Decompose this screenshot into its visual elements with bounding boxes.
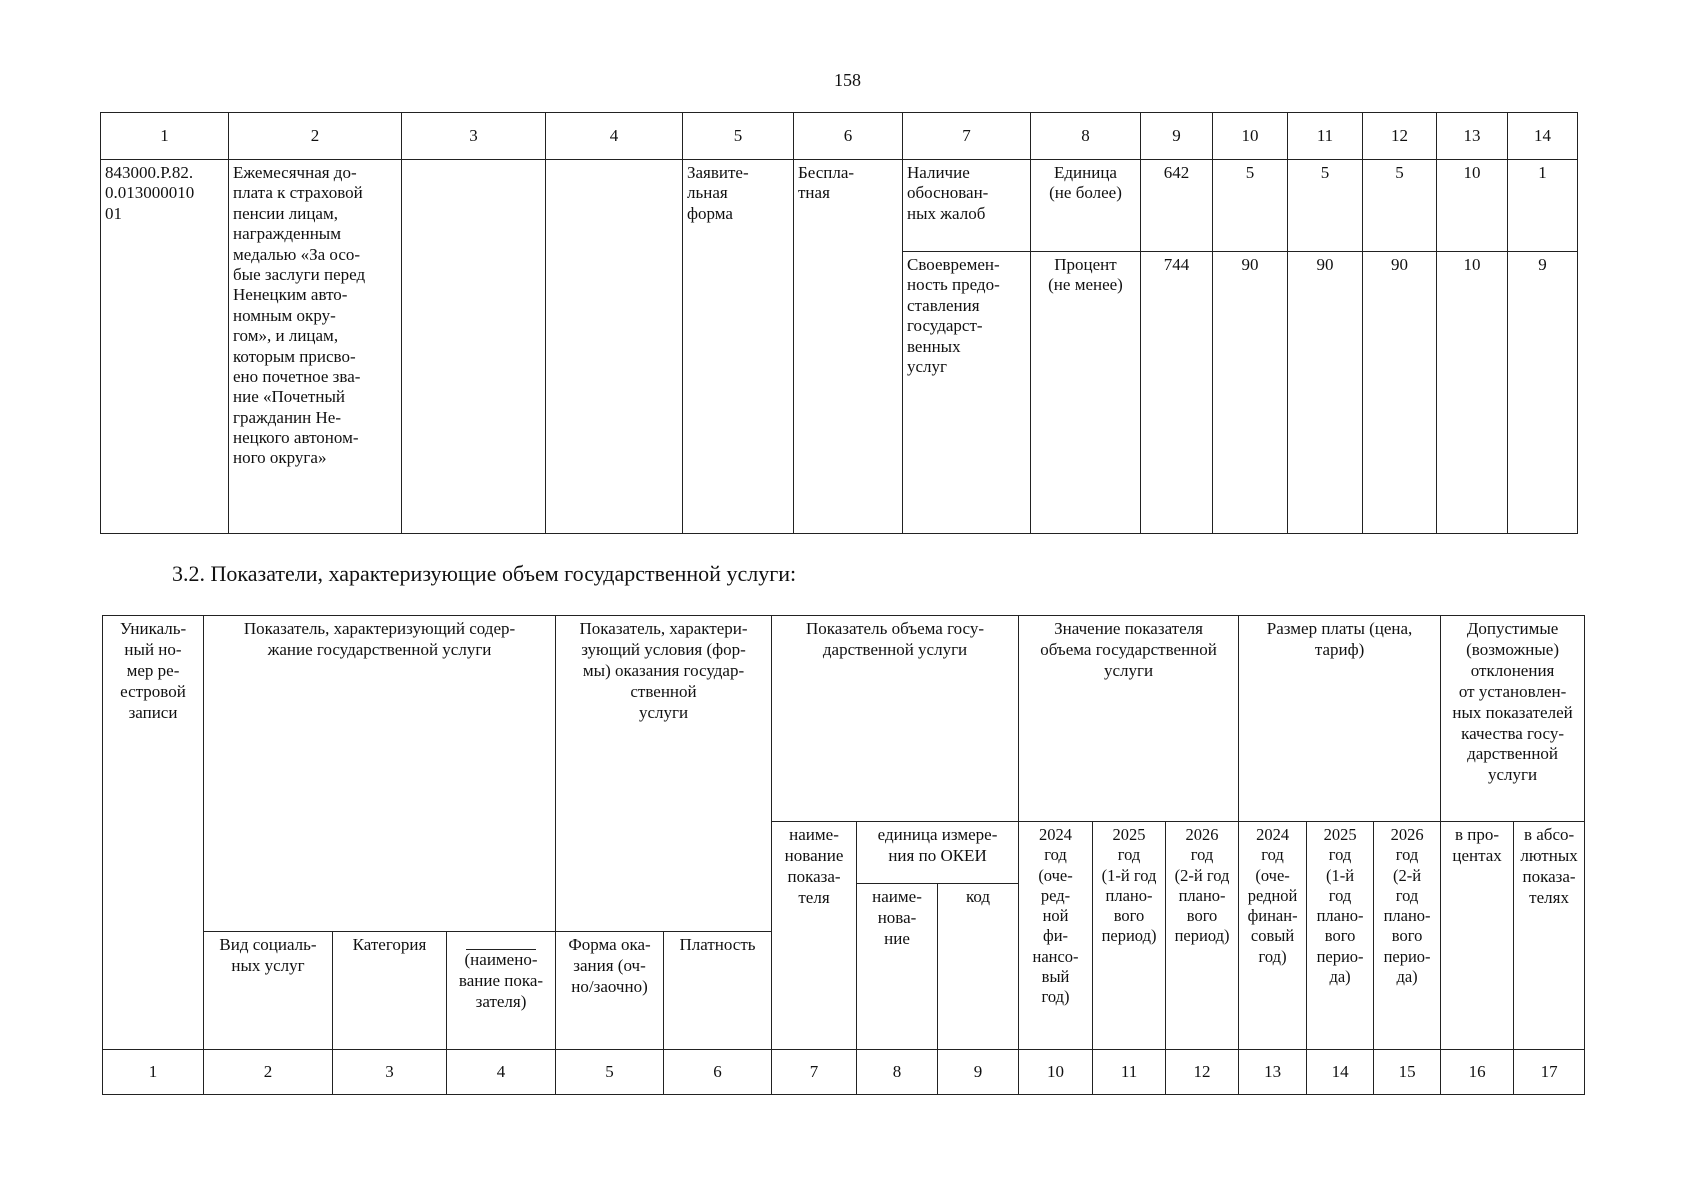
deviation-absolute-cell: 9 <box>1508 252 1578 534</box>
column-number: 3 <box>402 113 546 160</box>
column-number: 3 <box>333 1050 447 1095</box>
deviation-percent-cell: 10 <box>1437 252 1508 534</box>
value-indicator-header: Значение показателя объема государственной услуги <box>1019 616 1239 822</box>
column-number: 14 <box>1508 113 1578 160</box>
okei-code-header: код <box>938 884 1019 1050</box>
indicator-name-placeholder: (наимено- вание пока- зателя) <box>458 950 544 1011</box>
value-2025-cell: 90 <box>1288 252 1363 534</box>
fee-header: Размер платы (цена, тариф) <box>1239 616 1441 822</box>
service-form-cell: Заявите- льная форма <box>683 160 794 534</box>
column-number: 5 <box>556 1050 664 1095</box>
service-content-cell: Ежемесячная до- плата к страховой пенсии лицам, награжденным медалью «За осо- бые заслуги перед Ненецким авто- номным окру- гом», и лицам, которым присво- ено почетное зва- ние «Почетный гражданин Не- нецкого автоном- ного округа» <box>229 160 402 534</box>
okei-name-header: наиме- нова- ние <box>857 884 938 1050</box>
unit-cell: Процент (не менее) <box>1031 252 1141 534</box>
column-number: 7 <box>772 1050 857 1095</box>
payment-cell: Беспла- тная <box>794 160 903 534</box>
column-number: 4 <box>546 113 683 160</box>
column-number: 5 <box>683 113 794 160</box>
column-number: 8 <box>857 1050 938 1095</box>
value-2026-cell: 5 <box>1363 160 1437 252</box>
deviation-percent-header: в про- центах <box>1441 822 1514 1050</box>
fee-2024-header: 2024 год (оче- редной финан- совый год) <box>1239 822 1307 1050</box>
value-2025-header: 2025 год (1-й год плано- вого период) <box>1093 822 1166 1050</box>
conditions-indicator-header: Показатель, характери- зующий условия (фор- мы) оказания государ- ственной услуги <box>556 616 772 932</box>
value-2024-header: 2024 год (оче- ред- ной фи- нансо- вый год) <box>1019 822 1093 1050</box>
volume-indicator-header: Показатель объема госу- дарственной услуги <box>772 616 1019 822</box>
volume-indicators-table <box>102 615 1585 1095</box>
page-number: 158 <box>834 70 861 90</box>
column-number: 17 <box>1514 1050 1585 1095</box>
column-number: 10 <box>1213 113 1288 160</box>
column-number: 11 <box>1093 1050 1166 1095</box>
deviation-percent-cell: 10 <box>1437 160 1508 252</box>
content-indicator-header: Показатель, характеризующий содер- жание государственной услуги <box>204 616 556 932</box>
quality-indicators-table <box>100 112 1578 534</box>
indicator-name-blank-header <box>447 932 556 1050</box>
column-number-row <box>103 1050 1585 1095</box>
column-3-cell <box>402 160 546 534</box>
value-2024-cell: 5 <box>1213 160 1288 252</box>
column-number: 6 <box>664 1050 772 1095</box>
column-number: 14 <box>1307 1050 1374 1095</box>
table-row <box>101 160 1578 252</box>
column-number: 11 <box>1288 113 1363 160</box>
registry-number-cell: 843000.Р.82. 0.013000010 01 <box>101 160 229 534</box>
column-number: 16 <box>1441 1050 1514 1095</box>
column-number: 1 <box>103 1050 204 1095</box>
column-number: 6 <box>794 113 903 160</box>
payment-header: Платность <box>664 932 772 1050</box>
value-2025-cell: 5 <box>1288 160 1363 252</box>
deviation-header: Допустимые (возможные) отклонения от установлен- ных показателей качества госу- дарственной услуги <box>1441 616 1585 822</box>
unit-cell: Единица (не более) <box>1031 160 1141 252</box>
indicator-name-cell: Наличие обоснован- ных жалоб <box>903 160 1031 252</box>
column-number: 13 <box>1437 113 1508 160</box>
value-2026-header: 2026 год (2-й год плано- вого период) <box>1166 822 1239 1050</box>
section-title: 3.2. Показатели, характеризующие объем государственной услуги: <box>172 561 797 586</box>
column-number: 7 <box>903 113 1031 160</box>
fee-2025-header: 2025 год (1-й год плано- вого перио- да) <box>1307 822 1374 1050</box>
header-row <box>103 616 1585 822</box>
column-number: 10 <box>1019 1050 1093 1095</box>
column-number: 13 <box>1239 1050 1307 1095</box>
okei-unit-header: единица измере- ния по ОКЕИ <box>857 822 1019 884</box>
column-number: 9 <box>1141 113 1213 160</box>
deviation-absolute-header: в абсо- лютных показа- телях <box>1514 822 1585 1050</box>
unit-code-cell: 642 <box>1141 160 1213 252</box>
unit-code-cell: 744 <box>1141 252 1213 534</box>
value-2024-cell: 90 <box>1213 252 1288 534</box>
column-number: 2 <box>229 113 402 160</box>
indicator-name-header: наиме- нование показа- теля <box>772 822 857 1050</box>
unique-number-header: Уникаль- ный но- мер ре- естровой записи <box>103 616 204 1050</box>
value-2026-cell: 90 <box>1363 252 1437 534</box>
service-form-header: Форма ока- зания (оч- но/заочно) <box>556 932 664 1050</box>
column-number: 12 <box>1166 1050 1239 1095</box>
column-number: 8 <box>1031 113 1141 160</box>
column-number: 4 <box>447 1050 556 1095</box>
column-number: 12 <box>1363 113 1437 160</box>
column-number: 2 <box>204 1050 333 1095</box>
indicator-name-cell: Своевремен- ность предо- ставления государст- венных услуг <box>903 252 1031 534</box>
fee-2026-header: 2026 год (2-й год плано- вого перио- да) <box>1374 822 1441 1050</box>
category-header: Категория <box>333 932 447 1050</box>
column-number: 9 <box>938 1050 1019 1095</box>
column-4-cell <box>546 160 683 534</box>
column-number: 15 <box>1374 1050 1441 1095</box>
column-number-row <box>101 113 1578 160</box>
social-service-kind-header: Вид социаль- ных услуг <box>204 932 333 1050</box>
column-number: 1 <box>101 113 229 160</box>
deviation-absolute-cell: 1 <box>1508 160 1578 252</box>
blank-line <box>466 939 536 950</box>
